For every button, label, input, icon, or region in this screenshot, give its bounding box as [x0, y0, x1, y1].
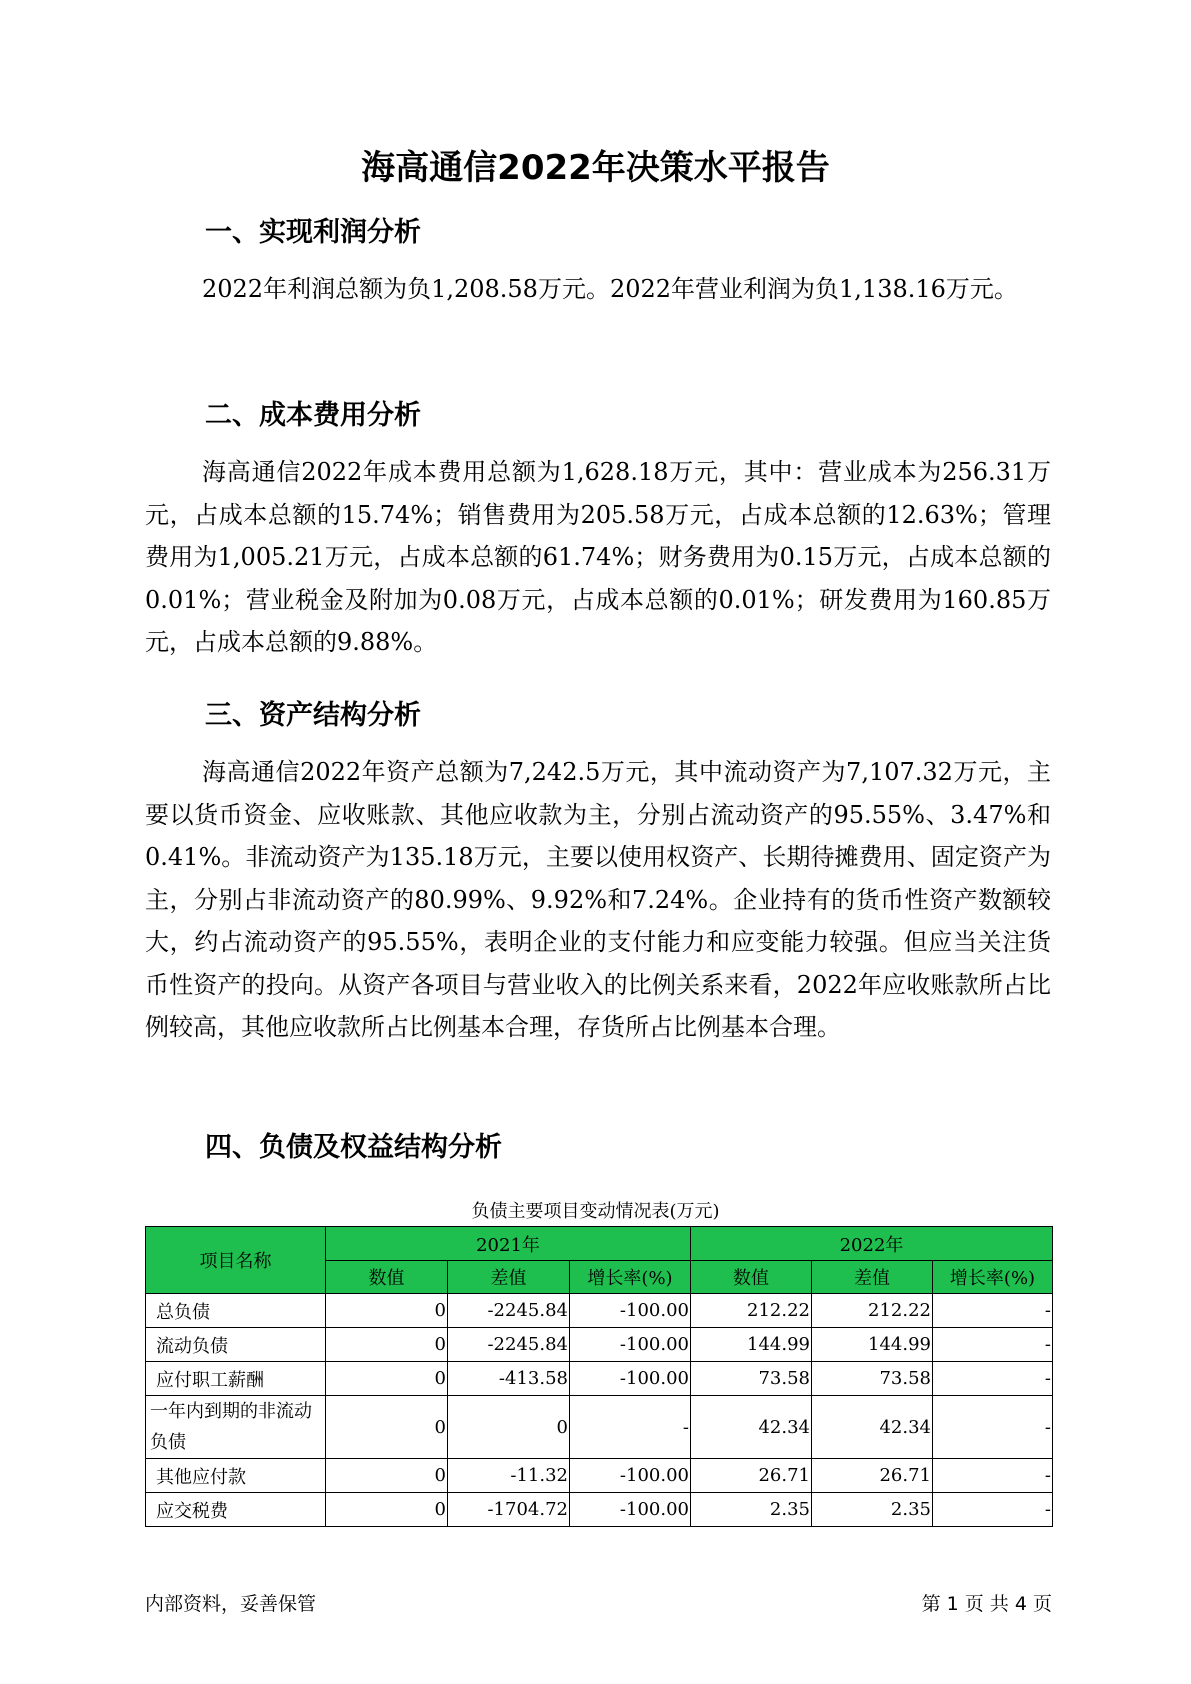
table-header-row	[146, 1227, 1053, 1261]
cell-growth-2021: -100.00	[570, 1294, 691, 1328]
cell-diff-2021: 0	[448, 1396, 570, 1459]
row-name: 一年内到期的非流动负债	[146, 1396, 326, 1459]
cell-value-2022: 2.35	[691, 1493, 812, 1527]
table-row	[146, 1328, 1053, 1362]
header-growth-2021: 增长率(%)	[570, 1261, 691, 1294]
cell-value-2021: 0	[326, 1328, 448, 1362]
cell-growth-2022: -	[933, 1362, 1053, 1396]
row-name: 流动负债	[146, 1328, 326, 1362]
cell-growth-2022: -	[933, 1459, 1053, 1493]
cell-diff-2022: 2.35	[812, 1493, 933, 1527]
cell-value-2022: 42.34	[691, 1396, 812, 1459]
row-name: 应交税费	[146, 1493, 326, 1527]
cell-value-2021: 0	[326, 1294, 448, 1328]
table-row	[146, 1396, 1053, 1459]
cell-diff-2022: 144.99	[812, 1328, 933, 1362]
header-growth-2022: 增长率(%)	[933, 1261, 1053, 1294]
header-diff-2021: 差值	[448, 1261, 570, 1294]
cell-diff-2021: -1704.72	[448, 1493, 570, 1527]
section-heading-cost: 二、成本费用分析	[205, 400, 421, 431]
liabilities-table	[145, 1226, 1053, 1527]
cell-growth-2021: -	[570, 1396, 691, 1459]
row-name: 应付职工薪酬	[146, 1362, 326, 1396]
table-row	[146, 1362, 1053, 1396]
cell-growth-2022: -	[933, 1493, 1053, 1527]
row-name: 其他应付款	[146, 1459, 326, 1493]
cell-value-2021: 0	[326, 1459, 448, 1493]
footer-confidential-note: 内部资料，妥善保管	[145, 1593, 317, 1615]
cell-value-2021: 0	[326, 1396, 448, 1459]
section-paragraph-profit: 2022年利润总额为负1,208.58万元。2022年营业利润为负1,138.16万元。	[202, 275, 1018, 303]
cell-diff-2022: 212.22	[812, 1294, 933, 1328]
cell-growth-2022: -	[933, 1294, 1053, 1328]
cell-value-2022: 212.22	[691, 1294, 812, 1328]
cell-value-2022: 26.71	[691, 1459, 812, 1493]
cell-diff-2021: -2245.84	[448, 1328, 570, 1362]
cell-growth-2021: -100.00	[570, 1459, 691, 1493]
section-heading-liabilities: 四、负债及权益结构分析	[205, 1132, 502, 1163]
cell-diff-2021: -11.32	[448, 1459, 570, 1493]
document-title: 海高通信2022年决策水平报告	[361, 148, 830, 188]
cell-value-2022: 73.58	[691, 1362, 812, 1396]
cell-growth-2021: -100.00	[570, 1493, 691, 1527]
header-year-2021: 2021年	[326, 1227, 691, 1261]
section-heading-profit: 一、实现利润分析	[205, 217, 421, 248]
table-row	[146, 1493, 1053, 1527]
table-row	[146, 1294, 1053, 1328]
table-caption: 负债主要项目变动情况表(万元)	[471, 1201, 720, 1222]
cell-diff-2022: 73.58	[812, 1362, 933, 1396]
cell-diff-2022: 26.71	[812, 1459, 933, 1493]
header-diff-2022: 差值	[812, 1261, 933, 1294]
cell-diff-2021: -413.58	[448, 1362, 570, 1396]
header-value-2022: 数值	[691, 1261, 812, 1294]
cell-value-2022: 144.99	[691, 1328, 812, 1362]
cell-value-2021: 0	[326, 1493, 448, 1527]
cell-diff-2021: -2245.84	[448, 1294, 570, 1328]
header-value-2021: 数值	[326, 1261, 448, 1294]
cell-diff-2022: 42.34	[812, 1396, 933, 1459]
footer-page-number: 第 1 页 共 4 页	[921, 1593, 1052, 1615]
row-name: 总负债	[146, 1294, 326, 1328]
cell-value-2021: 0	[326, 1362, 448, 1396]
section-paragraph-cost: 海高通信2022年成本费用总额为1,628.18万元，其中：营业成本为256.31万元，占成本总额的15.74%；销售费用为205.58万元，占成本总额的12.63%；管理费用为1,005.21万元，占成本总额的61.74%；财务费用为0.15万元，占成本总额的0.01%；营业税金及附加为0.08万元，占成本总额的0.01%；研发费用为160.85万元，占成本总额的9.88%。	[145, 458, 1051, 656]
header-year-2022: 2022年	[691, 1227, 1053, 1261]
cell-growth-2021: -100.00	[570, 1328, 691, 1362]
header-item-name: 项目名称	[146, 1227, 326, 1294]
section-heading-assets: 三、资产结构分析	[205, 700, 421, 731]
cell-growth-2022: -	[933, 1396, 1053, 1459]
table-row	[146, 1459, 1053, 1493]
cell-growth-2022: -	[933, 1328, 1053, 1362]
cell-growth-2021: -100.00	[570, 1362, 691, 1396]
section-paragraph-assets: 海高通信2022年资产总额为7,242.5万元，其中流动资产为7,107.32万元，主要以货币资金、应收账款、其他应收款为主，分别占流动资产的95.55%、3.47%和0.41%。非流动资产为135.18万元，主要以使用权资产、长期待摊费用、固定资产为主，分别占非流动资产的80.99%、9.92%和7.24%。企业持有的货币性资产数额较大，约占流动资产的95.55%，表明企业的支付能力和应变能力较强。但应当关注货币性资产的投向。从资产各项目与营业收入的比例关系来看，2022年应收账款所占比例较高，其他应收款所占比例基本合理，存货所占比例基本合理。	[145, 758, 1051, 1041]
